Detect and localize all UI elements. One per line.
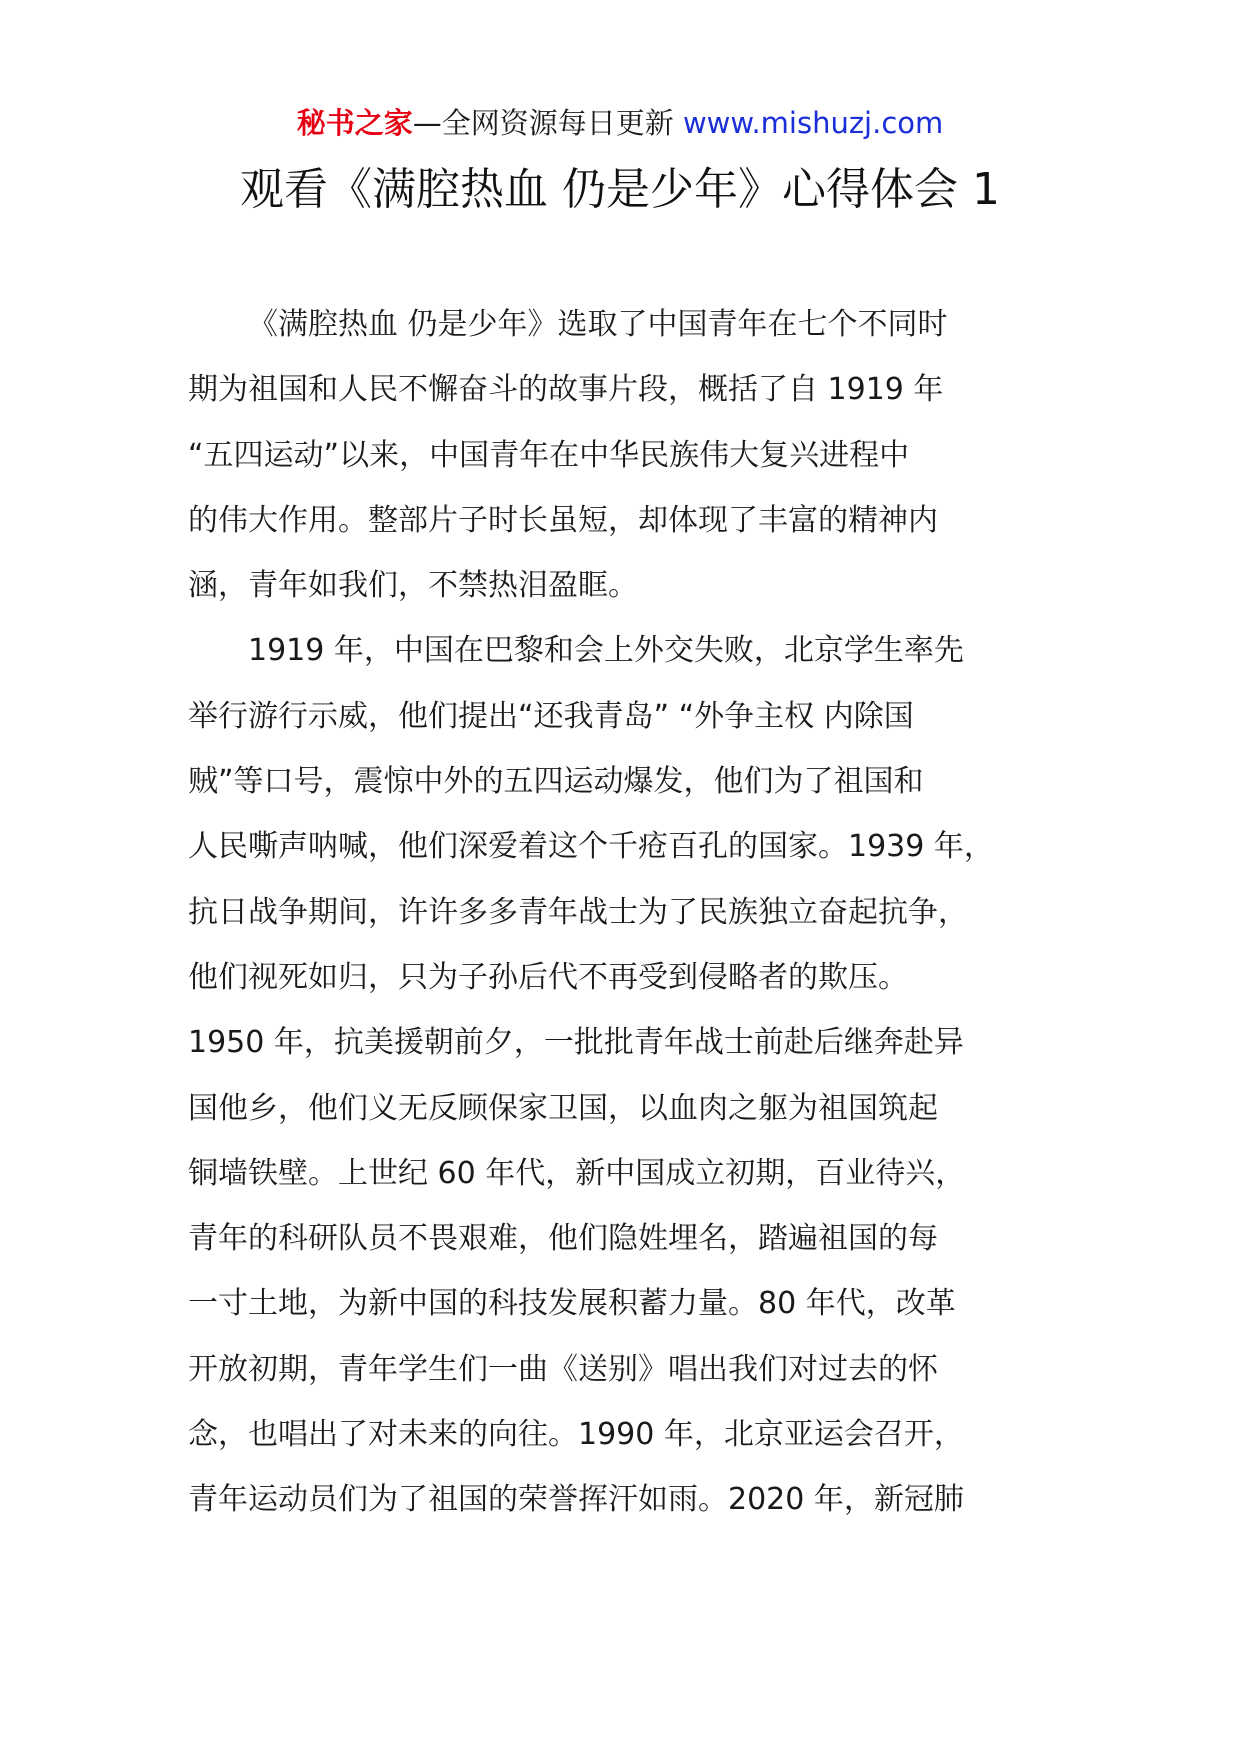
paragraph-line: 人民嘶声呐喊，他们深爱着这个千疮百孔的国家。1939 年，: [188, 829, 994, 865]
site-header: [0, 103, 1240, 143]
paragraph-line: 国他乡，他们义无反顾保家卫国，以血肉之躯为祖国筑起: [188, 1090, 938, 1126]
paragraph-line: 青年运动员们为了祖国的荣誉挥汗如雨。2020 年，新冠肺: [188, 1482, 964, 1518]
paragraph-line: 贼”等口号，震惊中外的五四运动爆发，他们为了祖国和: [188, 764, 924, 800]
paragraph-line: 1950 年，抗美援朝前夕，一批批青年战士前赴后继奔赴异: [188, 1025, 964, 1061]
document-title: 观看《满腔热血 仍是少年》心得体会 1: [240, 164, 1000, 215]
paragraph-line: 举行游行示威，他们提出“还我青岛” “外争主权 内除国: [188, 698, 914, 734]
paragraph-line: 念，也唱出了对未来的向往。1990 年，北京亚运会召开，: [188, 1417, 964, 1453]
site-brand: 秘书之家: [296, 106, 413, 140]
paragraph-line: 他们视死如归，只为子孙后代不再受到侵略者的欺压。: [188, 959, 908, 995]
paragraph-line: 期为祖国和人民不懈奋斗的故事片段，概括了自 1919 年: [188, 372, 944, 408]
site-tagline: —全网资源每日更新: [412, 106, 674, 140]
paragraph-line: 1919 年，中国在巴黎和会上外交失败，北京学生率先: [248, 633, 964, 669]
paragraph-line: 《满腔热血 仍是少年》选取了中国青年在七个不同时: [248, 307, 948, 342]
paragraph-line: 开放初期，青年学生们一曲《送别》唱出我们对过去的怀: [188, 1351, 938, 1387]
paragraph-line: 一寸土地，为新中国的科技发展积蓄力量。80 年代，改革: [188, 1286, 956, 1322]
paragraph-line: 抗日战争期间，许许多多青年战士为了民族独立奋起抗争，: [188, 894, 968, 930]
paragraph-line: 青年的科研队员不畏艰难，他们隐姓埋名，踏遍祖国的每: [188, 1221, 938, 1257]
paragraph-line: 的伟大作用。整部片子时长虽短，却体现了丰富的精神内: [188, 502, 938, 538]
paragraph-line: “五四运动”以来，中国青年在中华民族伟大复兴进程中: [188, 437, 910, 473]
paragraph-line: 涵，青年如我们，不禁热泪盈眶。: [188, 568, 638, 604]
site-url-link[interactable]: www.mishuzj.com: [682, 106, 944, 140]
document-body: [188, 292, 1068, 1533]
paragraph-line: 铜墙铁壁。上世纪 60 年代，新中国成立初期，百业待兴，: [188, 1155, 966, 1191]
